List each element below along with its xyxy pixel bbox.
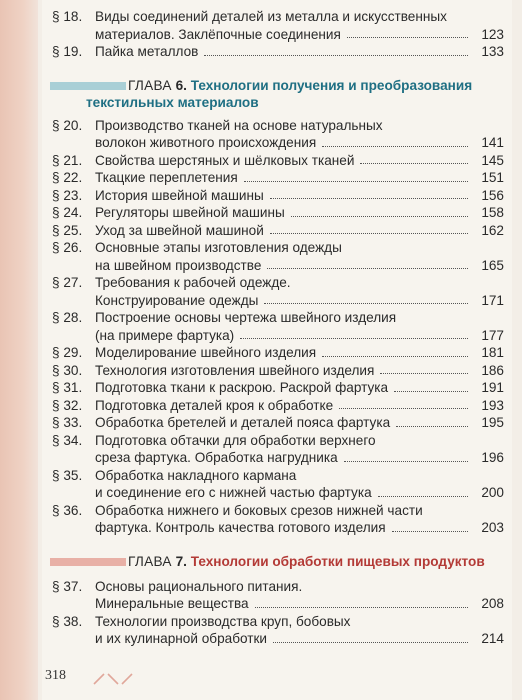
entry-number: § 31.: [52, 380, 83, 395]
entry-page: 186: [481, 362, 504, 378]
entry-title-line2: Конструирование одежды: [95, 292, 259, 308]
toc-entry-26[interactable]: [52, 239, 504, 274]
entry-title-line1: Моделирование швейного изделия: [95, 345, 317, 360]
page-content: [42, 0, 512, 700]
entry-title-line1: Ткацкие переплетения: [95, 170, 238, 185]
leader-dots: [322, 134, 468, 147]
left-margin-band: [0, 0, 38, 700]
entry-number: § 35.: [52, 467, 83, 483]
toc-entry-20[interactable]: [52, 117, 504, 152]
entry-page: 171: [481, 292, 504, 308]
entry-number: § 33.: [52, 415, 83, 430]
entry-page: 165: [481, 257, 504, 273]
entry-number: § 24.: [52, 205, 83, 220]
entry-title-line2: фартука. Контроль качества готового изделия: [95, 520, 386, 535]
entry-title-line1: Виды соединений деталей из металла и искусственных: [95, 9, 447, 24]
toc-entry-31[interactable]: [52, 379, 504, 397]
chapter-title-line2: текстильных материалов: [86, 94, 259, 110]
leader-dots: [267, 257, 468, 270]
entry-page: 203: [481, 520, 504, 535]
leader-dots: [322, 344, 468, 357]
entry-title-line1: Подготовка ткани к раскрою. Раскрой фартука: [95, 380, 389, 395]
chapter-label: ГЛАВА: [128, 77, 172, 93]
toc-entry-22[interactable]: [52, 169, 504, 187]
entry-number: § 28.: [52, 310, 83, 325]
leader-dots: [347, 26, 468, 39]
table-of-contents: [52, 8, 504, 648]
toc-entry-27[interactable]: [52, 274, 504, 309]
leader-dots: [255, 595, 468, 608]
leader-dots: [380, 362, 468, 375]
leader-dots: [339, 397, 468, 410]
entry-page: 195: [481, 415, 504, 430]
leader-dots: [240, 327, 468, 340]
entry-title-line1: Основные этапы изготовления одежды: [95, 240, 342, 255]
leader-dots: [360, 152, 468, 165]
leader-dots: [270, 187, 468, 200]
leader-dots: [392, 519, 468, 532]
entry-number: § 37.: [52, 578, 83, 594]
entry-title-line1: Производство тканей на основе натуральных: [95, 117, 383, 133]
entry-page: 214: [481, 631, 504, 646]
entry-number: § 20.: [52, 117, 83, 133]
chapter-accent-bar: [50, 82, 126, 90]
entry-title-line2: на швейном производстве: [95, 257, 262, 273]
entry-title-line1: История швейной машины: [95, 187, 264, 203]
leader-dots: [291, 204, 468, 217]
toc-entry-36[interactable]: [52, 502, 504, 537]
leader-dots: [394, 379, 468, 392]
toc-entry-33[interactable]: [52, 414, 504, 432]
leader-dots: [396, 414, 468, 427]
entry-page: 123: [481, 26, 504, 42]
toc-entry-29[interactable]: [52, 344, 504, 362]
entry-title-line1: Построение основы чертежа швейного изделия: [95, 310, 397, 325]
chapter-number: 6.: [175, 77, 187, 93]
entry-page: 196: [481, 450, 504, 465]
entry-page: 162: [481, 222, 504, 238]
entry-title-line1: Технология изготовления швейного изделия: [95, 362, 375, 378]
toc-entry-34[interactable]: [52, 432, 504, 467]
entry-page: 151: [481, 170, 504, 185]
entry-page: 145: [481, 152, 504, 168]
entry-title-line1: Подготовка деталей кроя к обработке: [95, 397, 334, 413]
toc-entry-19[interactable]: [52, 43, 504, 61]
leader-dots: [270, 222, 468, 235]
toc-entry-28[interactable]: [52, 309, 504, 344]
entry-number: § 26.: [52, 240, 83, 255]
entry-title-line1: Свойства шерстяных и шёлковых тканей: [95, 152, 355, 168]
leader-dots: [264, 292, 468, 305]
entry-title-line2: и их кулинарной обработки: [95, 631, 268, 646]
entry-page: 156: [481, 187, 504, 203]
toc-entry-18[interactable]: [52, 8, 504, 43]
entry-title-line2: среза фартука. Обработка нагрудника: [95, 450, 338, 465]
entry-number: § 23.: [52, 187, 83, 203]
chapter-7-heading[interactable]: [42, 553, 504, 570]
page-number: 318: [45, 668, 66, 683]
entry-number: § 29.: [52, 345, 83, 360]
entry-page: 158: [481, 205, 504, 220]
entry-title-line1: Регуляторы швейной машины: [95, 205, 285, 220]
entry-page: 208: [481, 596, 504, 611]
entry-title-line1: Обработка бретелей и деталей пояса фартука: [95, 415, 391, 430]
entry-title-line2: волокон животного происхождения: [95, 135, 317, 150]
entry-page: 181: [481, 345, 504, 360]
entry-number: § 34.: [52, 432, 83, 448]
entry-number: § 25.: [52, 222, 83, 238]
entry-number: § 38.: [52, 613, 83, 629]
leader-dots: [344, 449, 468, 462]
entry-page: 193: [481, 397, 504, 413]
entry-page: 191: [481, 380, 504, 395]
entry-title-line1: Основы рационального питания.: [95, 578, 303, 594]
chapter-accent-bar: [50, 558, 126, 566]
chapter-title-line1: Технологии обработки пищевых продуктов: [190, 553, 485, 569]
entry-page: 133: [481, 44, 504, 59]
entry-title-line1: Требования к рабочей одежде.: [95, 275, 291, 290]
toc-entry-23[interactable]: [52, 187, 504, 205]
toc-entry-21[interactable]: [52, 152, 504, 170]
footer-decoration-icon: [92, 672, 138, 686]
leader-dots: [273, 630, 468, 643]
entry-title-line2: Минеральные вещества: [95, 596, 249, 611]
entry-title-line2: материалов. Заклёпочные соединения: [95, 26, 341, 42]
entry-number: § 22.: [52, 170, 83, 185]
toc-entry-38[interactable]: [52, 613, 504, 648]
entry-title-line1: Уход за швейной машиной: [95, 222, 264, 238]
entry-number: § 32.: [52, 397, 83, 413]
entry-title-line1: Подготовка обтачки для обработки верхнего: [95, 432, 376, 448]
toc-entry-30[interactable]: [52, 362, 504, 380]
entry-number: § 30.: [52, 362, 83, 378]
leader-dots: [204, 43, 468, 56]
entry-number: § 27.: [52, 275, 83, 290]
entry-page: 177: [481, 327, 504, 343]
toc-entry-25[interactable]: [52, 222, 504, 240]
toc-entry-37[interactable]: [52, 578, 504, 613]
entry-number: § 36.: [52, 502, 83, 518]
chapter-title-line1: Технологии получения и преобразования: [190, 77, 473, 93]
entry-title-line1: Технологии производства круп, бобовых: [95, 613, 351, 629]
chapter-number: 7.: [175, 553, 187, 569]
toc-entry-35[interactable]: [52, 467, 504, 502]
entry-title-line2: и соединение его с нижней частью фартука: [95, 485, 372, 500]
entry-page: 141: [481, 135, 504, 150]
entry-title-line1: Обработка накладного кармана: [95, 467, 297, 483]
entry-number: § 21.: [52, 152, 83, 168]
toc-entry-32[interactable]: [52, 397, 504, 415]
leader-dots: [378, 484, 468, 497]
entry-page: 200: [481, 485, 504, 500]
entry-title-line1: Пайка металлов: [95, 44, 199, 59]
toc-entry-24[interactable]: [52, 204, 504, 222]
leader-dots: [244, 169, 468, 182]
entry-title-line1: Обработка нижнего и боковых срезов нижней части: [95, 502, 423, 518]
chapter-6-heading[interactable]: [42, 77, 504, 111]
entry-number: § 19.: [52, 44, 83, 59]
entry-number: § 18.: [52, 9, 83, 24]
chapter-label: ГЛАВА: [128, 553, 172, 569]
entry-title-line2: (на примере фартука): [95, 327, 235, 343]
